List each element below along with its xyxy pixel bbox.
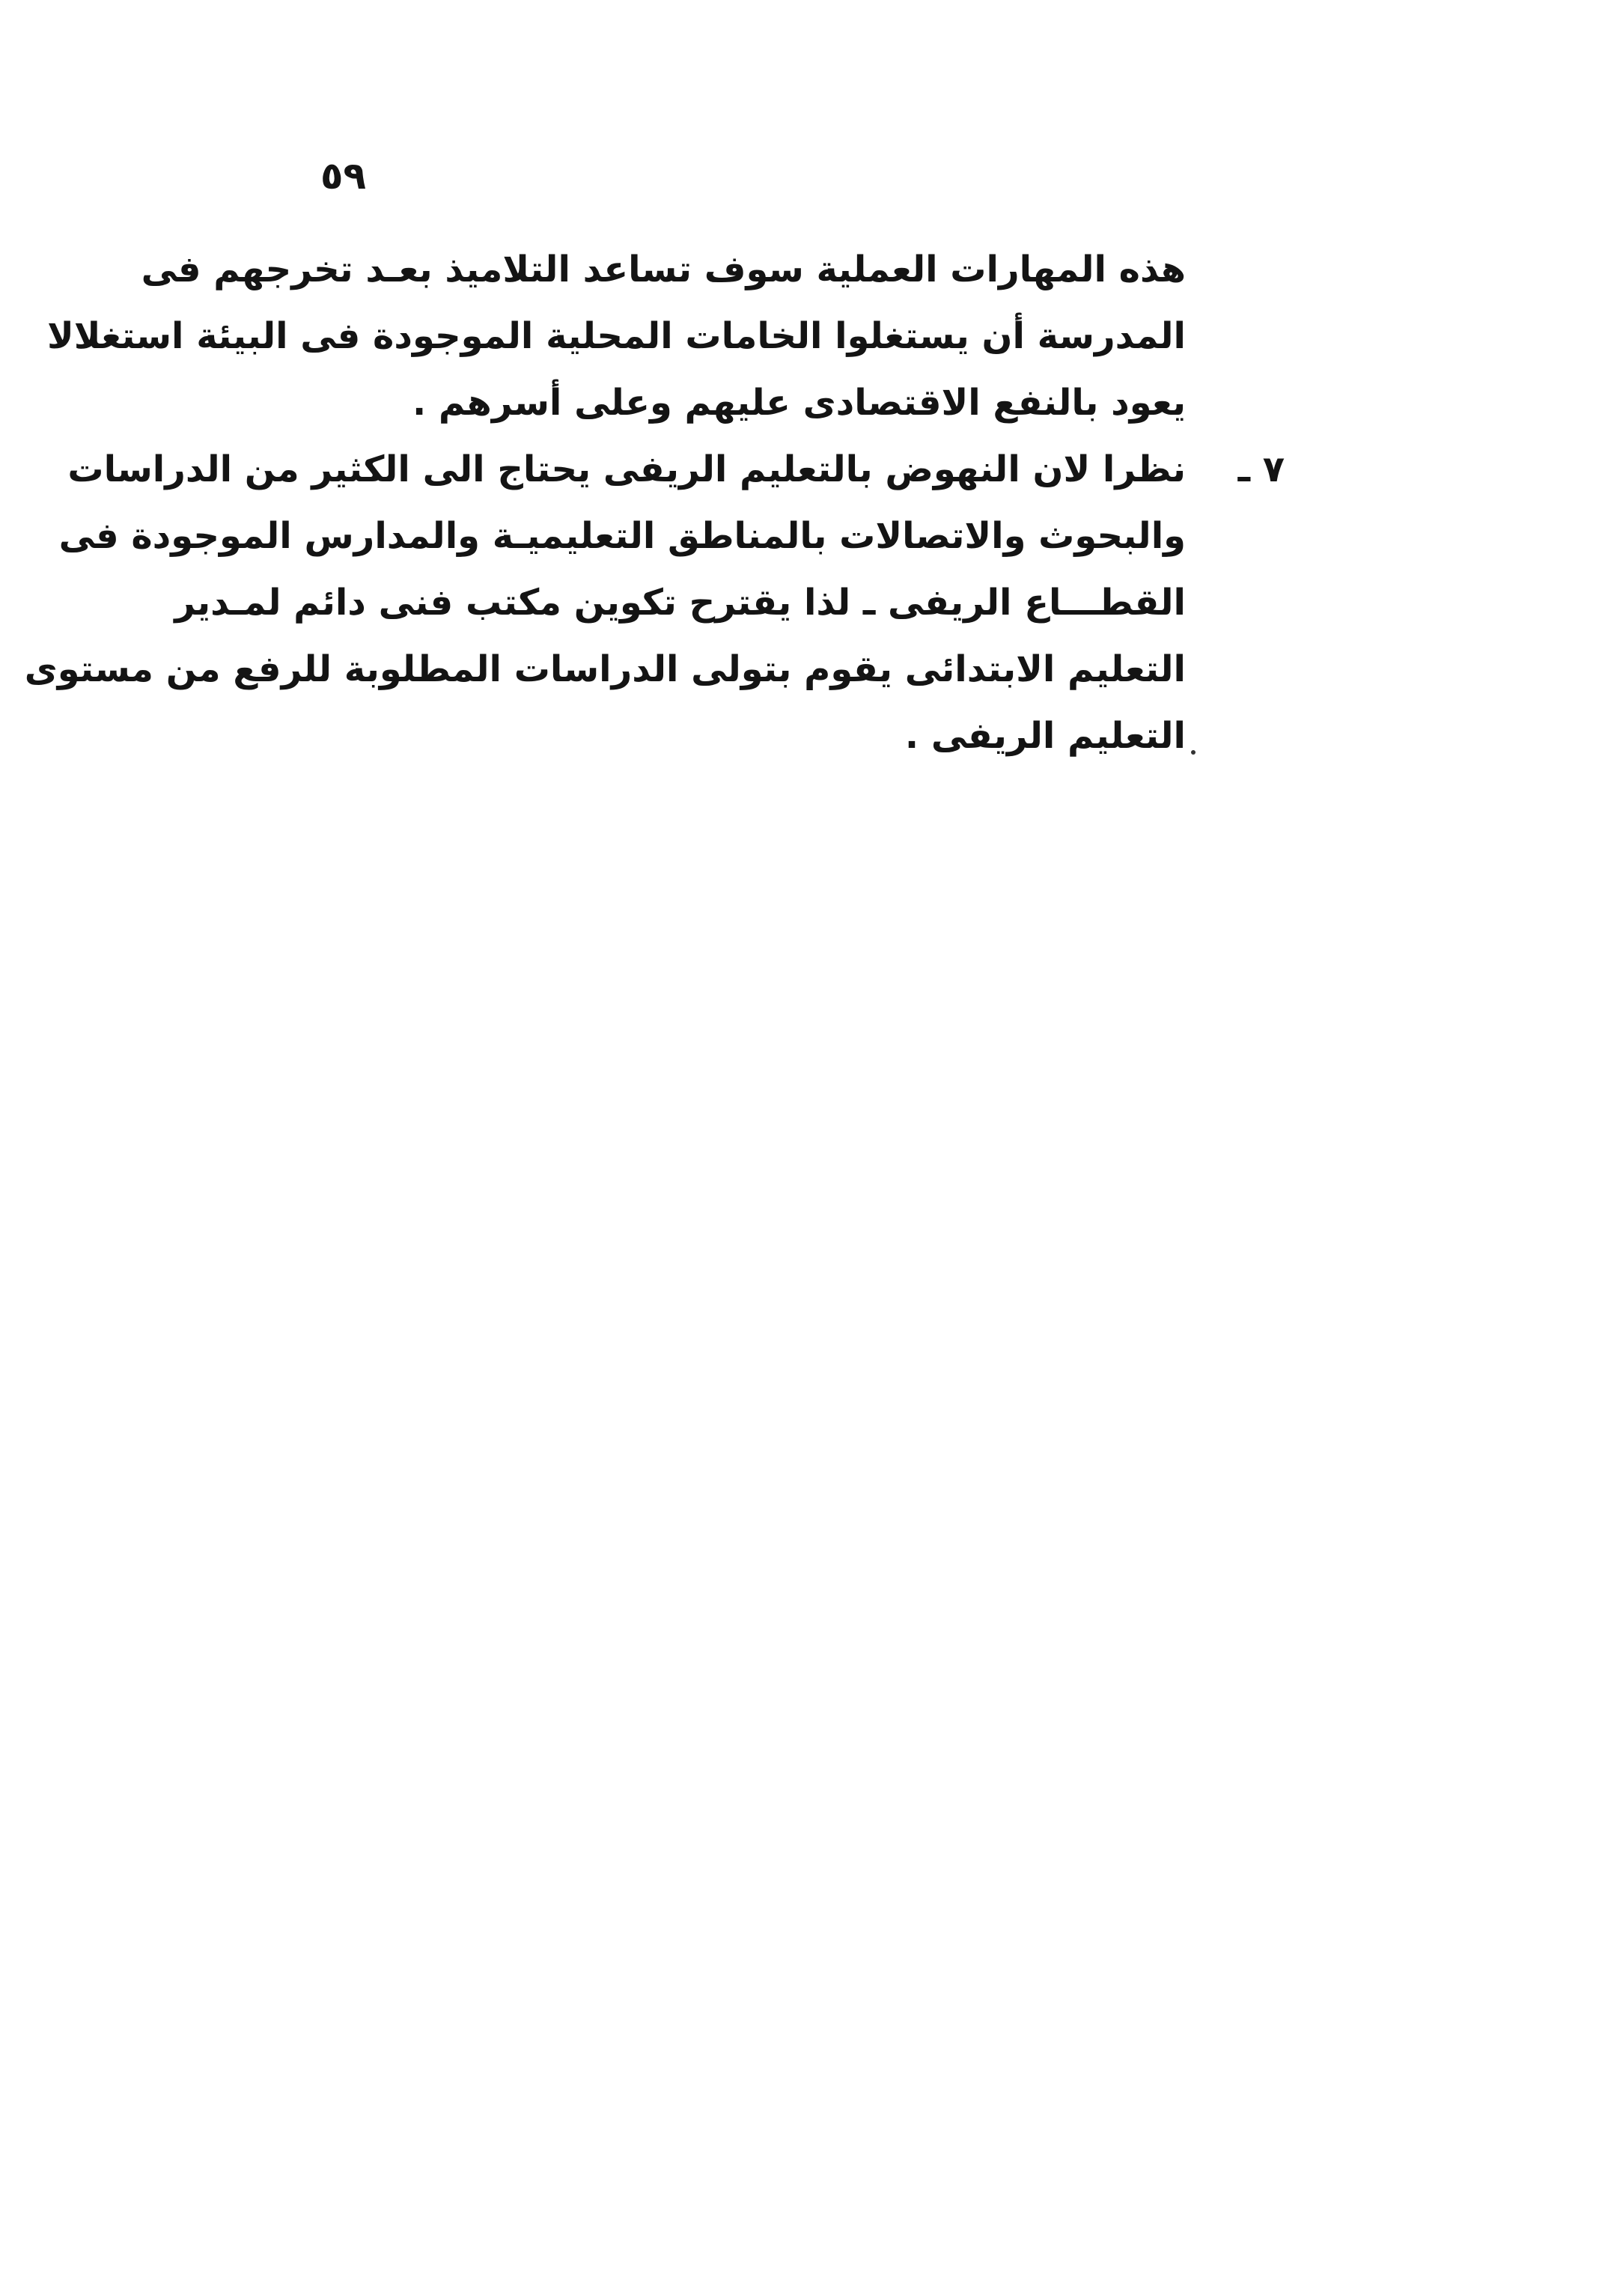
scan-speck xyxy=(1191,750,1196,755)
paragraph-line: التعليم الريفى . xyxy=(904,715,1186,757)
list-item-marker: ٧ ـ xyxy=(1237,448,1285,490)
paragraph-line: هذه المهارات العملية سوف تساعد التلاميذ بعـد تخرجهم فى xyxy=(141,249,1186,290)
paragraph-line: التعليم الابتدائى يقوم بتولى الدراسات المطلوبة للرفع من مستوى xyxy=(24,648,1186,690)
paragraph-line: يعود بالنفع الاقتصادى عليهم وعلى أسرهم . xyxy=(412,382,1186,424)
paragraph-line: والبحوث والاتصالات بالمناطق التعليميـة والمدارس الموجودة فى xyxy=(58,515,1186,557)
page-number: ٥٩ xyxy=(320,154,367,198)
paragraph-line: المدرسة أن يستغلوا الخامات المحلية الموجودة فى البيئة استغلالا xyxy=(46,315,1186,357)
paragraph-line: نظرا لان النهوض بالتعليم الريفى يحتاج الى الكثير من الدراسات xyxy=(67,448,1186,490)
paragraph-line: القطـــاع الريفى ـ لذا يقترح تكوين مكتب فنى دائم لمـدير xyxy=(174,582,1186,624)
